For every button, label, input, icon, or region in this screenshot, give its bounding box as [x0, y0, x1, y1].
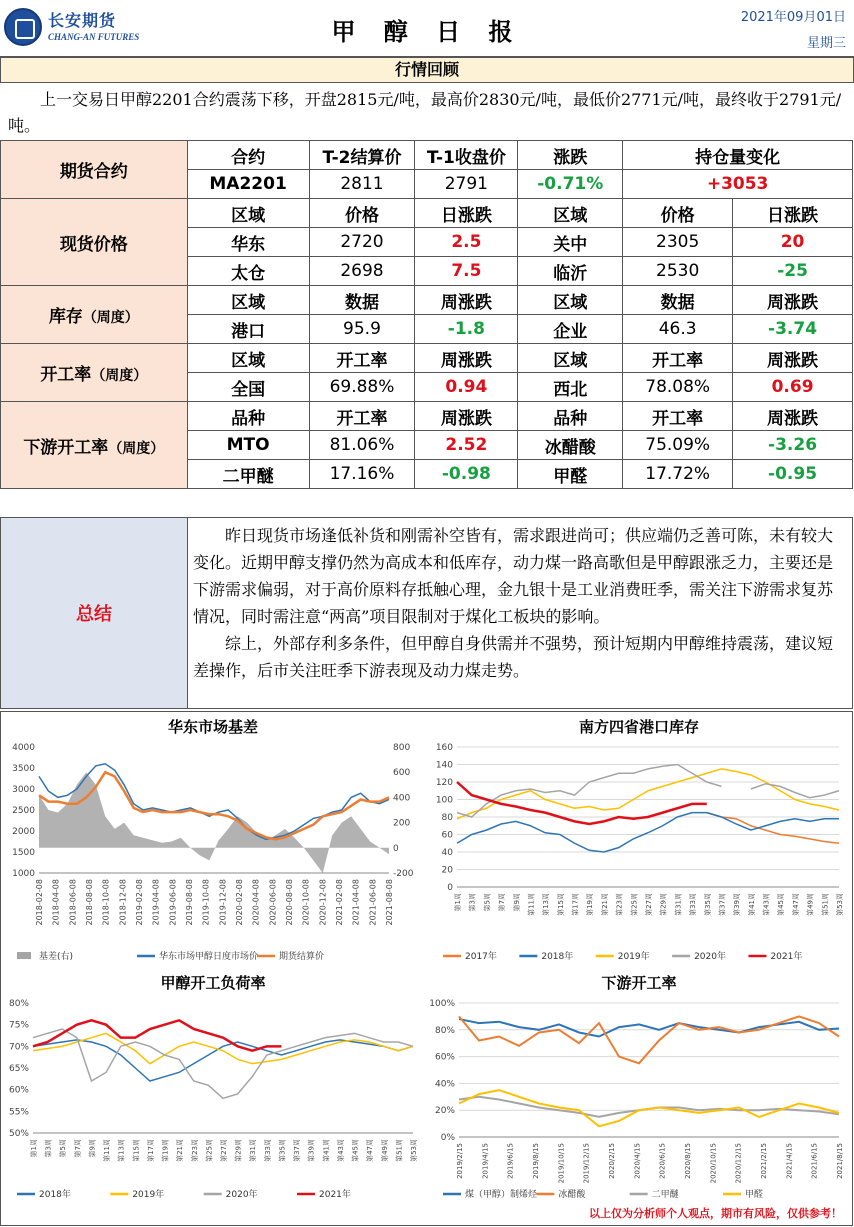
legend-label: 基差(右)	[39, 952, 74, 962]
report-title: 甲 醇 日 报	[331, 18, 523, 46]
inventory-header: 数据	[623, 286, 733, 315]
downstream-label	[1, 402, 188, 489]
operating-change: 0.94	[415, 373, 518, 402]
operating-header: 周涨跌	[415, 344, 518, 373]
legend-label: 2020年	[694, 952, 726, 962]
y-tick-label: 65%	[8, 1064, 29, 1074]
x-tick-label: 第39周	[733, 893, 742, 916]
x-tick-label: 2020-04-08	[251, 879, 261, 926]
x-tick-label: 第49周	[380, 1139, 389, 1162]
x-tick-label: 第21周	[600, 893, 609, 916]
x-tick-label: 第33周	[689, 893, 698, 916]
x-tick-label: 2018-02-08	[35, 879, 44, 926]
downstream-product: 冰醋酸	[518, 431, 623, 460]
operating-header: 开工率	[309, 344, 415, 373]
x-tick-label: 2020-02-08	[235, 879, 244, 926]
x-tick-label: 第1周	[454, 893, 462, 912]
y-tick-label: 100%	[429, 999, 455, 1009]
y-right-tick-label: -200	[393, 869, 414, 879]
inventory-region: 企业	[518, 315, 623, 344]
x-tick-label: 2021-08-08	[385, 879, 394, 926]
x-tick-label: 第9周	[512, 893, 521, 912]
downstream-product: 甲醛	[518, 460, 623, 489]
logo-cn-text: 长安期货	[48, 11, 117, 30]
x-tick-label: 第37周	[293, 1139, 302, 1162]
spot-header: 日涨跌	[733, 199, 853, 228]
futures-settle: 2811	[309, 170, 415, 199]
review-heading: 行情回顾	[0, 57, 854, 83]
chart-title: 甲醇开工负荷率	[160, 974, 266, 992]
methanol-load-chart	[3, 972, 423, 1202]
x-tick-label: 2019/10/15	[557, 1143, 566, 1184]
y-tick-label: 40%	[434, 1079, 455, 1090]
x-tick-label: 第5周	[59, 1139, 68, 1158]
series-line	[33, 1020, 281, 1050]
series-area	[39, 772, 389, 873]
x-tick-label: 2020/4/15	[633, 1143, 642, 1179]
x-tick-label: 2020/10/15	[709, 1143, 718, 1184]
downstream-header: 周涨跌	[415, 402, 518, 431]
x-tick-label: 第1周	[30, 1139, 38, 1158]
spot-header: 价格	[623, 199, 733, 228]
legend-label: 甲醛	[745, 1190, 764, 1200]
legend-label: 煤（甲醇）制烯烃	[465, 1190, 538, 1200]
downstream-header: 周涨跌	[733, 402, 853, 431]
spot-price: 2720	[309, 228, 415, 257]
y-tick-label: 1000	[12, 869, 35, 879]
legend-label: 二甲醚	[651, 1190, 679, 1200]
y-tick-label: 50%	[8, 1129, 29, 1139]
legend-label: 2017年	[465, 952, 497, 962]
y-tick-label: 60	[441, 830, 453, 841]
x-tick-label: 2021-06-08	[368, 879, 378, 926]
y-right-tick-label: 800	[393, 743, 411, 753]
x-tick-label: 第39周	[307, 1139, 316, 1162]
operating-change: 0.69	[733, 373, 853, 402]
operating-region: 西北	[518, 373, 623, 402]
legend-label: 冰醋酸	[558, 1190, 586, 1200]
x-tick-label: 第19周	[586, 893, 595, 916]
y-tick-label: 55%	[8, 1107, 29, 1118]
x-tick-label: 第53周	[836, 893, 844, 916]
x-tick-label: 第15周	[132, 1139, 141, 1162]
x-tick-label: 2018-12-08	[118, 879, 128, 926]
x-tick-label: 第13周	[117, 1139, 126, 1162]
x-tick-label: 第29周	[659, 893, 668, 916]
summary-paragraph: 昨日现货市场逢低补货和刚需补空皆有，需求跟进尚可；供应端仍乏善可陈，未有较大变化。近期甲醇支撑仍然为高成本和低库存，动力煤一路高歌但是甲醇跟涨乏力，主要还是下游需求偏弱，对于高价原料存抵触心理，金九银十是工业消费旺季，需关注下游需求复苏情况，同时需注意“两高”项目限制对于煤化工板块的影响。	[193, 526, 834, 626]
futures-close: 2791	[415, 170, 518, 199]
x-tick-label: 第27周	[645, 893, 653, 916]
x-tick-label: 2021/8/15	[836, 1143, 844, 1179]
x-tick-label: 第35周	[703, 893, 712, 916]
x-tick-label: 2019-08-08	[185, 879, 194, 926]
spot-header: 区域	[518, 199, 623, 228]
y-tick-label: 2000	[12, 827, 35, 837]
operating-region: 全国	[187, 373, 309, 402]
inventory-header: 数据	[309, 286, 415, 315]
methanol-load-chart-svg	[3, 993, 423, 1203]
x-tick-label: 2019/6/15	[506, 1143, 515, 1179]
chart-title: 下游开工率	[601, 974, 677, 992]
futures-label: 期货合约	[1, 141, 188, 199]
x-tick-label: 2021/6/15	[810, 1143, 819, 1179]
legend-label: 期货结算价	[279, 952, 325, 962]
x-tick-label: 第3周	[468, 893, 477, 912]
legend-label: 2019年	[617, 952, 650, 962]
futures-change: -0.71%	[518, 170, 623, 199]
x-tick-label: 第5周	[483, 893, 492, 912]
operating-header: 区域	[518, 344, 623, 373]
inventory-change: -1.8	[415, 315, 518, 344]
y-tick-label: 80	[441, 813, 453, 823]
x-tick-label: 第25周	[630, 893, 639, 916]
y-tick-label: 60%	[434, 1052, 455, 1063]
inventory-header: 周涨跌	[733, 286, 853, 315]
x-tick-label: 2020-10-08	[301, 879, 311, 926]
x-tick-label: 第25周	[205, 1139, 214, 1162]
inventory-label-text: 库存	[48, 307, 83, 327]
downstream-change: 2.52	[415, 431, 518, 460]
x-tick-label: 2020-12-08	[318, 879, 328, 926]
summary-section	[0, 517, 853, 709]
futures-header: 持仓量变化	[623, 141, 853, 170]
x-tick-label: 2018-04-08	[51, 879, 61, 926]
port-inventory-chart	[429, 716, 849, 966]
x-tick-label: 第17周	[146, 1139, 155, 1162]
x-tick-label: 第51周	[821, 893, 830, 916]
spot-region: 临沂	[518, 257, 623, 286]
operating-header: 周涨跌	[733, 344, 853, 373]
spot-region: 太仓	[187, 257, 309, 286]
x-tick-label: 2019-04-08	[151, 879, 161, 926]
downstream-change: -3.26	[733, 431, 853, 460]
x-tick-label: 第7周	[73, 1139, 82, 1158]
downstream-rate: 75.09%	[623, 431, 733, 460]
y-right-tick-label: 0	[393, 843, 399, 854]
x-tick-label: 第11周	[527, 893, 536, 916]
x-tick-label: 第11周	[103, 1139, 112, 1162]
x-tick-label: 第45周	[777, 893, 786, 916]
legend-label: 2020年	[225, 1190, 258, 1200]
spot-change: -25	[733, 257, 853, 286]
spot-price: 2530	[623, 257, 733, 286]
operating-label-sub: （周度）	[91, 368, 148, 384]
disclaimer: 以上仅为分析师个人观点，期市有风险，仅供参考！	[589, 1207, 842, 1220]
downstream-product: MTO	[187, 431, 309, 460]
x-tick-label: 第53周	[410, 1139, 418, 1162]
inventory-header: 区域	[187, 286, 309, 315]
spot-price: 2305	[623, 228, 733, 257]
spot-change: 20	[733, 228, 853, 257]
futures-oi-change: +3053	[623, 170, 853, 199]
x-tick-label: 2021-02-08	[335, 879, 344, 926]
spot-change: 7.5	[415, 257, 518, 286]
downstream-header: 开工率	[309, 402, 415, 431]
y-tick-label: 160	[435, 743, 453, 753]
spot-price: 2698	[309, 257, 415, 286]
x-tick-label: 2019/4/15	[481, 1143, 490, 1179]
x-tick-label: 第19周	[161, 1139, 170, 1162]
basis-chart	[3, 716, 423, 966]
downstream-header: 品种	[187, 402, 309, 431]
inventory-label	[1, 286, 188, 344]
series-line	[459, 1090, 839, 1126]
x-tick-label: 2018-06-08	[68, 879, 78, 926]
x-tick-label: 2021/2/15	[760, 1143, 768, 1179]
x-tick-label: 2020/12/15	[734, 1143, 743, 1184]
y-right-tick-label: 200	[393, 818, 411, 829]
y-right-tick-label: 600	[393, 768, 411, 779]
x-tick-label: 2018-10-08	[101, 879, 111, 926]
x-tick-label: 2020-08-08	[285, 879, 294, 926]
y-tick-label: 40	[441, 848, 453, 858]
y-tick-label: 0	[447, 883, 453, 893]
y-tick-label: 4000	[12, 743, 35, 753]
inventory-change: -3.74	[733, 315, 853, 344]
x-tick-label: 第47周	[366, 1139, 375, 1162]
chart-title: 南方四省港口库存	[578, 718, 699, 736]
spot-region: 关中	[518, 228, 623, 257]
legend-swatch	[17, 952, 31, 959]
logo-en-text: CHANG-AN FUTURES	[48, 32, 140, 42]
chart-title: 华东市场基差	[167, 718, 258, 736]
downstream-rate: 17.16%	[309, 460, 415, 489]
downstream-label-sub: （周度）	[108, 440, 165, 457]
summary-paragraph: 综上，外部存利多条件，但甲醇自身供需并不强势，预计短期内甲醇维持震荡，建议短差操作，后市关注旺季下游表现及动力煤走势。	[193, 634, 834, 680]
x-tick-label: 2019-12-08	[218, 879, 228, 926]
y-tick-label: 120	[435, 778, 453, 788]
market-data-table	[0, 140, 853, 489]
x-tick-label: 第31周	[249, 1139, 258, 1162]
y-tick-label: 3000	[12, 785, 35, 795]
x-tick-label: 第43周	[762, 893, 771, 916]
x-tick-label: 第21周	[176, 1139, 185, 1162]
x-tick-label: 第51周	[395, 1139, 404, 1162]
spot-change: 2.5	[415, 228, 518, 257]
operating-label	[1, 344, 188, 402]
x-tick-label: 第47周	[791, 893, 800, 916]
y-tick-label: 20	[441, 865, 453, 876]
y-tick-label: 20%	[434, 1106, 455, 1117]
spot-header: 价格	[309, 199, 415, 228]
y-right-tick-label: 400	[393, 793, 411, 804]
x-tick-label: 2019/8/15	[532, 1143, 540, 1179]
operating-header: 区域	[187, 344, 309, 373]
y-tick-label: 2500	[12, 806, 35, 816]
futures-header: 合约	[187, 141, 309, 170]
y-tick-label: 140	[435, 760, 453, 771]
x-tick-label: 2019-06-08	[168, 879, 178, 926]
operating-rate: 69.88%	[309, 373, 415, 402]
x-tick-label: 第37周	[718, 893, 727, 916]
summary-label: 总结	[1, 518, 188, 708]
downstream-header: 品种	[518, 402, 623, 431]
y-tick-label: 70%	[8, 1042, 29, 1053]
inventory-label-sub: （周度）	[82, 310, 139, 326]
x-tick-label: 第29周	[234, 1139, 243, 1162]
x-tick-label: 2019-02-08	[135, 879, 144, 926]
x-tick-label: 第41周	[747, 893, 756, 916]
inventory-region: 港口	[187, 315, 309, 344]
x-tick-label: 第23周	[615, 893, 624, 916]
report-header	[0, 0, 854, 57]
operating-header: 开工率	[623, 344, 733, 373]
spot-label: 现货价格	[1, 199, 188, 286]
x-tick-label: 第17周	[571, 893, 580, 916]
x-tick-label: 第9周	[88, 1139, 97, 1158]
series-line	[457, 813, 839, 852]
inventory-header: 周涨跌	[415, 286, 518, 315]
x-tick-label: 第49周	[806, 893, 815, 916]
downstream-product: 二甲醚	[187, 460, 309, 489]
x-tick-label: 第41周	[322, 1139, 331, 1162]
series-line	[457, 769, 839, 819]
futures-header: T-1收盘价	[415, 141, 518, 170]
y-tick-label: 80%	[8, 999, 29, 1009]
report-date: 2021年09月01日	[740, 10, 846, 25]
inventory-header: 区域	[518, 286, 623, 315]
report-weekday: 星期三	[806, 36, 846, 51]
x-tick-label: 第31周	[674, 893, 683, 916]
x-tick-label: 2020/2/15	[608, 1143, 616, 1179]
y-tick-label: 3500	[12, 764, 35, 774]
summary-text	[193, 522, 845, 684]
x-tick-label: 2019-10-08	[201, 879, 211, 926]
x-tick-label: 第3周	[44, 1139, 53, 1158]
charts-section	[0, 711, 853, 1226]
downstream-rate: 17.72%	[623, 460, 733, 489]
x-tick-label: 第13周	[542, 893, 551, 916]
x-tick-label: 2021/4/15	[785, 1143, 794, 1179]
y-tick-label: 0%	[440, 1133, 455, 1143]
legend-label: 2021年	[319, 1190, 351, 1200]
x-tick-label: 第27周	[220, 1139, 228, 1162]
y-tick-label: 100	[435, 795, 453, 806]
y-tick-label: 80%	[434, 1025, 455, 1036]
x-tick-label: 2018-08-08	[85, 879, 94, 926]
x-tick-label: 第35周	[278, 1139, 287, 1162]
x-tick-label: 2019/12/15	[582, 1143, 591, 1184]
downstream-rate: 81.06%	[309, 431, 415, 460]
x-tick-label: 第15周	[556, 893, 565, 916]
port-inventory-chart-svg	[429, 737, 849, 965]
x-tick-label: 第7周	[498, 893, 507, 912]
x-tick-label: 2021-04-08	[351, 879, 361, 926]
futures-header: T-2结算价	[309, 141, 415, 170]
series-line	[459, 1097, 839, 1117]
inventory-value: 46.3	[623, 315, 733, 344]
legend-label: 2019年	[132, 1190, 165, 1200]
legend-label: 2018年	[39, 1190, 71, 1200]
downstream-rate-chart-svg	[429, 993, 849, 1203]
downstream-label-text: 下游开工率	[23, 437, 109, 458]
basis-chart-svg	[3, 737, 423, 965]
x-tick-label: 第23周	[190, 1139, 199, 1162]
downstream-rate-chart	[429, 972, 849, 1202]
x-tick-label: 第43周	[336, 1139, 345, 1162]
y-tick-label: 75%	[8, 1020, 29, 1031]
spot-region: 华东	[187, 228, 309, 257]
x-tick-label: 2020-06-08	[268, 879, 278, 926]
downstream-change: -0.98	[415, 460, 518, 489]
spot-header: 区域	[187, 199, 309, 228]
downstream-change: -0.95	[733, 460, 853, 489]
x-tick-label: 第45周	[351, 1139, 360, 1162]
inventory-value: 95.9	[309, 315, 415, 344]
spot-header: 日涨跌	[415, 199, 518, 228]
x-tick-label: 第33周	[263, 1139, 272, 1162]
futures-contract: MA2201	[187, 170, 309, 199]
x-tick-label: 2020/8/15	[684, 1143, 692, 1179]
legend-label: 2021年	[770, 952, 803, 962]
operating-rate: 78.08%	[623, 373, 733, 402]
x-tick-label: 2019/2/15	[456, 1143, 464, 1179]
legend-label: 华东市场甲醇日度市场价	[159, 952, 259, 962]
y-tick-label: 60%	[8, 1085, 29, 1096]
x-tick-label: 2020/6/15	[658, 1143, 667, 1179]
operating-label-text: 开工率	[40, 365, 92, 385]
downstream-header: 开工率	[623, 402, 733, 431]
y-tick-label: 1500	[12, 848, 35, 858]
review-text: 上一交易日甲醇2201合约震荡下移，开盘2815元/吨，最高价2830元/吨，最低价2771元/吨，最终收于2791元/吨。	[8, 90, 842, 135]
futures-header: 涨跌	[518, 141, 623, 170]
legend-label: 2018年	[541, 952, 574, 962]
